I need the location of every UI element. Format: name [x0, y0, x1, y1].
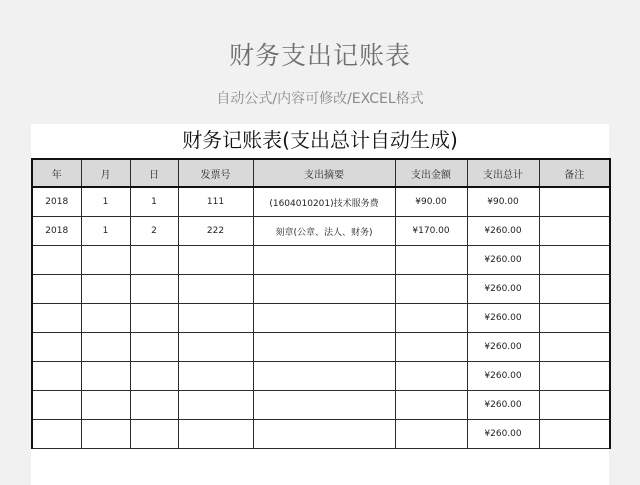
cell-amount[interactable]: ¥90.00 [395, 187, 467, 217]
header-cell-month[interactable]: 月 [81, 159, 130, 187]
cell-day[interactable] [130, 304, 178, 333]
cell-remark[interactable] [539, 217, 610, 246]
cell-invoice[interactable] [178, 391, 253, 420]
cell-day[interactable]: 1 [130, 187, 178, 217]
cell-remark[interactable] [539, 420, 610, 449]
cell-year[interactable]: 2018 [32, 187, 81, 217]
cell-year[interactable] [32, 391, 81, 420]
cell-remark[interactable] [539, 246, 610, 275]
table-row [32, 420, 610, 449]
table-row [32, 275, 610, 304]
cell-month[interactable] [81, 391, 130, 420]
table-header-row [32, 159, 610, 187]
cell-month[interactable]: 1 [81, 217, 130, 246]
cell-invoice[interactable] [178, 246, 253, 275]
cell-year[interactable] [32, 333, 81, 362]
page-subtitle: 自动公式/内容可修改/EXCEL格式 [216, 91, 424, 107]
header-cell-summary[interactable]: 支出摘要 [253, 159, 395, 187]
cell-day[interactable] [130, 420, 178, 449]
sheet-title: 财务记账表(支出总计自动生成) [182, 128, 458, 152]
table-row [32, 246, 610, 275]
cell-summary[interactable] [253, 362, 395, 391]
cell-invoice[interactable] [178, 362, 253, 391]
table-body [32, 187, 610, 449]
cell-summary[interactable]: (1604010201)技术服务费 [253, 187, 395, 217]
cell-day[interactable] [130, 275, 178, 304]
cell-year[interactable] [32, 420, 81, 449]
cell-invoice[interactable]: 111 [178, 187, 253, 217]
header-cell-remark[interactable]: 备注 [539, 159, 610, 187]
cell-amount[interactable] [395, 333, 467, 362]
cell-invoice[interactable] [178, 333, 253, 362]
cell-total[interactable]: ¥260.00 [467, 362, 539, 391]
cell-summary[interactable] [253, 420, 395, 449]
table-row [32, 391, 610, 420]
cell-month[interactable] [81, 420, 130, 449]
cell-summary[interactable] [253, 246, 395, 275]
cell-year[interactable] [32, 275, 81, 304]
cell-invoice[interactable]: 222 [178, 217, 253, 246]
cell-month[interactable] [81, 246, 130, 275]
table-row [32, 187, 610, 217]
cell-month[interactable] [81, 362, 130, 391]
cell-total[interactable]: ¥260.00 [467, 217, 539, 246]
cell-amount[interactable] [395, 362, 467, 391]
cell-amount[interactable] [395, 304, 467, 333]
header-cell-total[interactable]: 支出总计 [467, 159, 539, 187]
cell-amount[interactable] [395, 275, 467, 304]
cell-amount[interactable] [395, 420, 467, 449]
table-row [32, 362, 610, 391]
table-row [32, 217, 610, 246]
cell-invoice[interactable] [178, 304, 253, 333]
cell-day[interactable]: 2 [130, 217, 178, 246]
cell-total[interactable]: ¥260.00 [467, 246, 539, 275]
cell-summary[interactable] [253, 275, 395, 304]
cell-total[interactable]: ¥260.00 [467, 275, 539, 304]
cell-remark[interactable] [539, 304, 610, 333]
cell-total[interactable]: ¥260.00 [467, 304, 539, 333]
cell-month[interactable]: 1 [81, 187, 130, 217]
header-cell-day[interactable]: 日 [130, 159, 178, 187]
cell-month[interactable] [81, 304, 130, 333]
cell-total[interactable]: ¥90.00 [467, 187, 539, 217]
cell-remark[interactable] [539, 275, 610, 304]
cell-day[interactable] [130, 246, 178, 275]
cell-summary[interactable] [253, 333, 395, 362]
cell-day[interactable] [130, 391, 178, 420]
ledger-table [31, 158, 611, 449]
cell-remark[interactable] [539, 333, 610, 362]
cell-day[interactable] [130, 362, 178, 391]
table-row [32, 304, 610, 333]
cell-amount[interactable] [395, 246, 467, 275]
cell-summary[interactable]: 刻章(公章、法人、财务) [253, 217, 395, 246]
header-cell-amount[interactable]: 支出金额 [395, 159, 467, 187]
table-row [32, 333, 610, 362]
cell-amount[interactable]: ¥170.00 [395, 217, 467, 246]
cell-total[interactable]: ¥260.00 [467, 391, 539, 420]
cell-summary[interactable] [253, 304, 395, 333]
cell-year[interactable] [32, 246, 81, 275]
cell-day[interactable] [130, 333, 178, 362]
cell-year[interactable] [32, 304, 81, 333]
cell-remark[interactable] [539, 187, 610, 217]
cell-remark[interactable] [539, 362, 610, 391]
page-title: 财务支出记账表 [228, 41, 411, 70]
cell-remark[interactable] [539, 391, 610, 420]
cell-total[interactable]: ¥260.00 [467, 420, 539, 449]
cell-year[interactable]: 2018 [32, 217, 81, 246]
cell-summary[interactable] [253, 391, 395, 420]
cell-month[interactable] [81, 333, 130, 362]
cell-year[interactable] [32, 362, 81, 391]
header-cell-year[interactable]: 年 [32, 159, 81, 187]
cell-invoice[interactable] [178, 275, 253, 304]
cell-total[interactable]: ¥260.00 [467, 333, 539, 362]
cell-month[interactable] [81, 275, 130, 304]
cell-invoice[interactable] [178, 420, 253, 449]
spreadsheet-sheet [31, 124, 609, 485]
header-cell-invoice[interactable]: 发票号 [178, 159, 253, 187]
cell-amount[interactable] [395, 391, 467, 420]
